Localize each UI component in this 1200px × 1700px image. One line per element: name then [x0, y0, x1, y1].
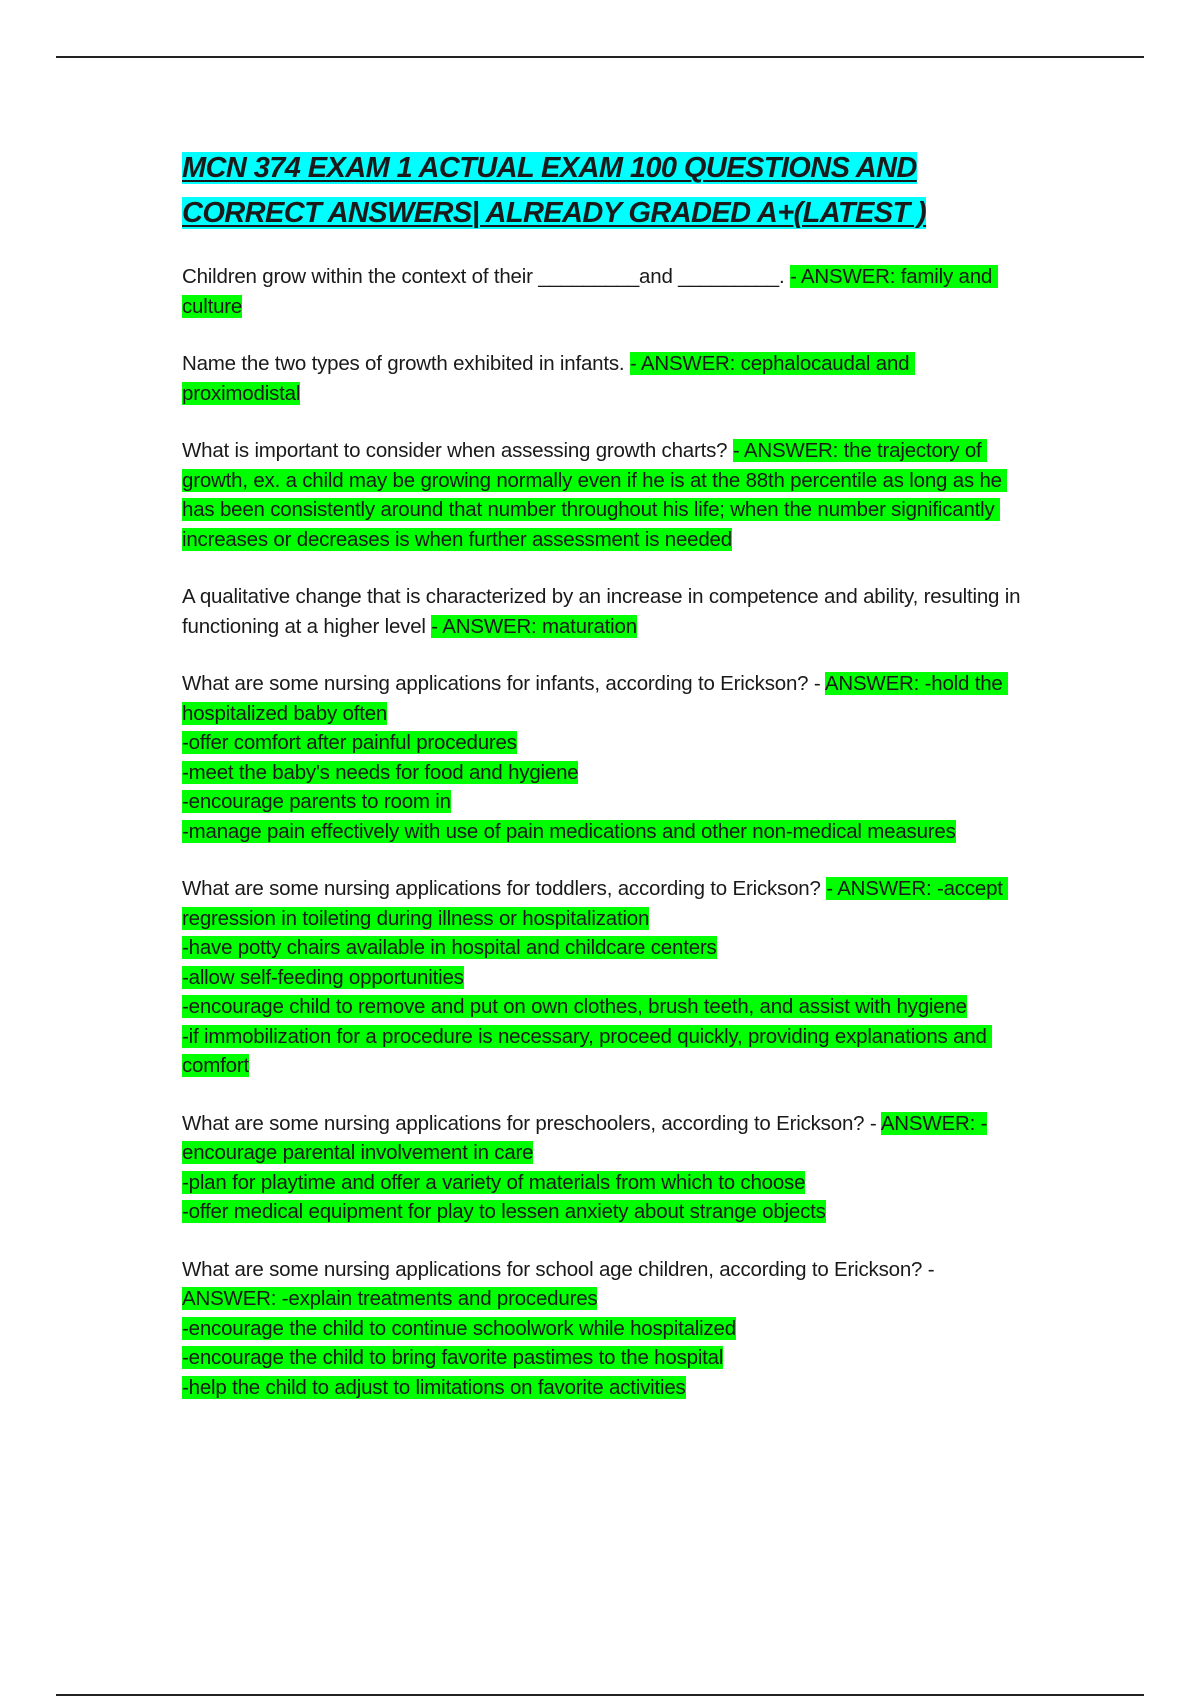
qa-item-7	[182, 1109, 1022, 1227]
top-divider	[56, 56, 1144, 58]
qa-item-6	[182, 874, 1022, 1081]
answer-text: - ANSWER: maturation	[431, 614, 637, 638]
answer-text: - ANSWER: the trajectory of growth, ex. a child may be growing normally even if he is at the 88th percentile as long as he has been consistently around that number throughout his life; when the number significantly increases or decreases is when further assessment is needed	[182, 439, 1008, 551]
bottom-divider	[56, 1694, 1144, 1696]
question-text: What is important to consider when assessing growth charts?	[182, 439, 733, 462]
answer-text: - ANSWER: cephalocaudal and proximodistal	[182, 352, 915, 405]
question-text: Name the two types of growth exhibited in infants.	[182, 352, 630, 375]
qa-item-3	[182, 436, 1022, 554]
question-text: What are some nursing applications for school age children, according to Erickson? -	[182, 1257, 939, 1281]
answer-text: ANSWER: -hold the hospitalized baby often -offer comfort after painful procedures -meet the baby's needs for food and hygiene -encourage parents to room in -manage pain effectively with use of pain medications and other non-medical measures	[182, 672, 1008, 843]
question-text: What are some nursing applications for preschoolers, according to Erickson? -	[182, 1111, 881, 1135]
qa-item-8	[182, 1255, 1022, 1403]
answer-text: ANSWER: -encourage parental involvement in care -plan for playtime and offer a variety of materials from which to choose -offer medical equipment for play to lessen anxiety about strange objects	[182, 1111, 988, 1223]
qa-item-2	[182, 349, 1022, 408]
question-text: Children grow within the context of their _________and _________.	[182, 265, 790, 288]
question-text: What are some nursing applications for infants, according to Erickson? -	[182, 672, 825, 695]
question-text: A qualitative change that is characterized by an increase in competence and ability, resulting in functioning at a higher level	[182, 585, 1026, 638]
qa-item-4	[182, 582, 1026, 641]
answer-text: ANSWER: -explain treatments and procedures -encourage the child to continue schoolwork while hospitalized -encourage the child to bring favorite pastimes to the hospital -help the child to adjust to limitations on favorite activities	[182, 1287, 736, 1399]
answer-text: - ANSWER: family and culture	[182, 265, 998, 318]
qa-item-1	[182, 262, 1022, 321]
document-title-text: MCN 374 EXAM 1 ACTUAL EXAM 100 QUESTIONS AND CORRECT ANSWERS| ALREADY GRADED A+(LATEST )	[182, 152, 927, 229]
document-body	[182, 146, 1026, 1430]
qa-item-5	[182, 669, 1022, 846]
document-title	[182, 146, 1022, 236]
answer-text: - ANSWER: -accept regression in toileting during illness or hospitalization -have potty chairs available in hospital and childcare centers -allow self-feeding opportunities -encourage child to remove and put on own clothes, brush teeth, and assist with hygiene -if immobilization for a procedure is necessary, proceed quickly, providing explanations and comfort	[182, 877, 1008, 1077]
question-text: What are some nursing applications for toddlers, according to Erickson?	[182, 877, 827, 900]
